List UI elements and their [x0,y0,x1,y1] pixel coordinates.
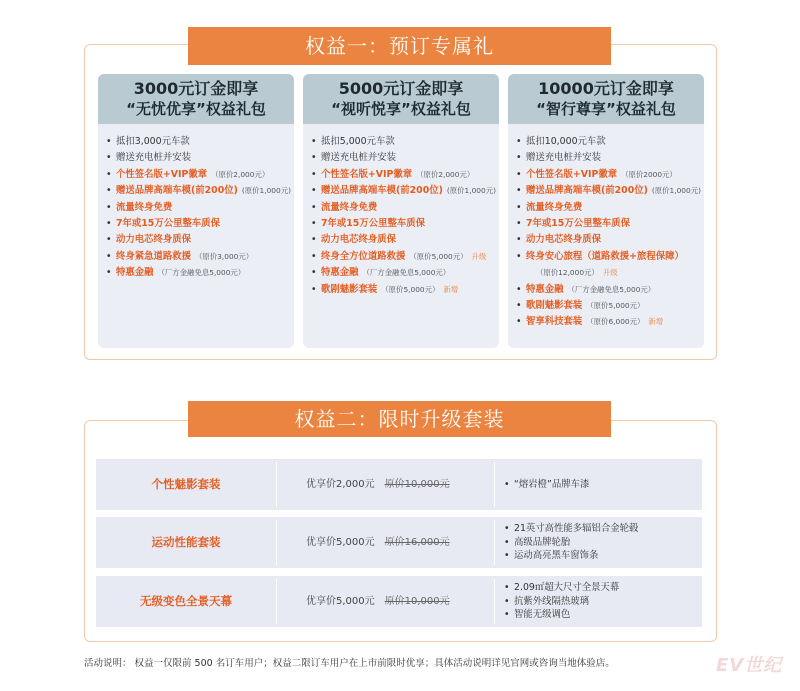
benefit-text: 赠送品牌高端车模(前200位) [526,185,648,197]
package-name: 无级变色全景天幕 [140,594,232,608]
card-subtitle: “视听悦享”权益礼包 [331,100,471,118]
benefit-tag: 新增 [443,284,459,294]
offer-price: 优享价2,000元 [306,479,375,490]
benefit-text: 个性签名版+VIP徽章 [321,168,413,180]
benefit-text: 个性签名版+VIP徽章 [116,168,208,180]
benefit-text: 抵扣3,000元车款 [116,136,190,147]
benefit-text: 个性签名版+VIP徽章 [526,168,618,180]
benefit-item [311,265,495,281]
upgrade-row [96,459,702,510]
benefit-item [311,167,495,183]
benefit-text: 赠送品牌高端车模(前200位) [321,185,443,197]
benefit-text: 流量终身免费 [116,201,173,213]
feature-list [504,459,589,510]
benefit-item [106,249,290,265]
feature-list [504,576,619,627]
benefit-text: 赠送充电桩并安装 [526,152,602,164]
offer-price: 优享价5,000元 [306,596,375,607]
benefit-note: （原价3,000元） [195,251,254,261]
benefit-item [106,200,290,216]
benefit-item [516,200,700,216]
price-info [306,517,450,568]
package-card-3000 [98,74,294,348]
benefit-item [516,150,700,166]
card-title: 10000元订金即享 [538,79,674,98]
benefit-note: (原价1,000元) [241,186,291,196]
benefit-note: （原价2,000元） [416,169,475,179]
feature-item: • “熔岩橙”品牌车漆 [504,478,589,492]
feature-item: • 2.09㎡超大尺寸全景天幕 [504,581,619,595]
benefit-text: 赠送品牌高端车模(前200位) [116,185,238,197]
benefit-text: 抵扣10,000元车款 [526,136,606,147]
benefit-item [106,183,290,199]
benefit-item [106,167,290,183]
card-header [98,74,294,124]
benefit-list [106,134,290,282]
benefit-item [516,183,700,199]
benefit-note: （厂方金融免息5,000元） [157,268,246,278]
feature-item: • 21英寸高性能多辐铝合金轮毂 [504,522,638,536]
benefit-item [516,249,700,265]
package-name: 个性魅影套装 [151,477,221,491]
benefit-item [311,282,495,298]
benefit-item [516,298,700,314]
card-header [303,74,499,124]
benefit-list [311,134,495,298]
benefit-text: 赠送充电桩并安装 [321,152,397,164]
card-title: 5000元订金即享 [338,79,464,98]
package-name: 运动性能套装 [151,535,221,549]
offer-price: 优享价5,000元 [306,537,375,548]
benefit-text: 动力电芯终身质保 [321,234,397,246]
original-price: 原价16,000元 [384,537,450,548]
price-info [306,576,450,627]
benefit-item [516,282,700,298]
benefit-item [516,216,700,232]
benefit-note: (原价1,000元) [446,186,496,196]
benefit-text: 终身紧急道路救援 [116,250,192,262]
card-subtitle: “无忧优享”权益礼包 [126,100,266,118]
benefit-item [516,232,700,248]
package-card-10000 [508,74,704,348]
benefit-item [311,200,495,216]
benefit-note: （原价5,000元） [586,300,645,310]
benefit-tag: 新增 [648,317,664,327]
section2-title: 权益二：限时升级套装 [188,401,611,437]
column-divider [276,579,277,624]
benefit-text: 7年或15万公里整车质保 [526,217,630,229]
benefit-note: （厂方金融免息5,000元） [362,268,451,278]
benefit-note: （原价5,000元） [409,251,468,261]
card-title: 3000元订金即享 [133,79,259,98]
section1-title: 权益一：预订专属礼 [188,27,611,65]
benefit-text: 终身全方位道路救援 [321,250,406,262]
benefit-text: 抵扣5,000元车款 [321,136,395,147]
price-info [306,459,450,510]
original-price: 原价10,000元 [384,479,450,490]
benefit-text: 特惠金融 [321,267,359,279]
column-divider [494,462,495,507]
benefit-item [516,265,700,281]
benefit-item [311,134,495,150]
benefit-item [516,167,700,183]
benefit-item [311,249,495,265]
benefit-item [311,183,495,199]
footnote: 活动说明： 权益一仅限前 500 名订车用户；权益二限订车用户在上市前限时优享；具体活动说明详见官网或咨询当地体验店。 [84,658,615,669]
benefit-text: 动力电芯终身质保 [116,234,192,246]
column-divider [276,520,277,565]
benefit-item [516,134,700,150]
feature-item: • 运动高亮黑车窗饰条 [504,549,638,563]
feature-item: • 高级品牌轮胎 [504,536,638,550]
benefit-item [106,265,290,281]
benefit-note: （厂方金融免息5,000元） [567,284,656,294]
feature-list [504,517,638,568]
benefit-item [311,150,495,166]
watermark-logo: EV世纪 [716,655,783,676]
benefit-tag: 升级 [602,268,618,278]
benefit-item [106,134,290,150]
benefit-item [516,314,700,330]
card-header [508,74,704,124]
benefit-note: （原价6,000元） [586,317,645,327]
benefit-tag: 升级 [471,251,487,261]
benefit-note: （原价2,000元） [211,169,270,179]
benefit-text: 特惠金融 [526,283,564,295]
benefit-text: 歌剧魅影套装 [526,299,583,311]
benefit-text: 7年或15万公里整车质保 [116,217,220,229]
benefit-text: 特惠金融 [116,267,154,279]
benefit-text: 流量终身免费 [526,201,583,213]
feature-item: • 智能无级调色 [504,608,619,622]
column-divider [494,579,495,624]
benefit-list [516,134,700,331]
benefit-text: 赠送充电桩并安装 [116,152,192,164]
column-divider [276,462,277,507]
benefit-text: 流量终身免费 [321,201,378,213]
benefit-note: (原价1,000元) [651,186,701,196]
benefit-text: 歌剧魅影套装 [321,283,378,295]
benefit-text: 智享科技套装 [526,316,583,328]
card-subtitle: “智行尊享”权益礼包 [536,100,676,118]
upgrade-row [96,576,702,627]
original-price: 原价10,000元 [384,596,450,607]
benefit-item [106,232,290,248]
benefit-text: 7年或15万公里整车质保 [321,217,425,229]
feature-item: • 抗紫外线隔热玻璃 [504,595,619,609]
benefit-item [106,216,290,232]
upgrade-row [96,517,702,568]
column-divider [494,520,495,565]
benefit-note: （原价5,000元） [381,284,440,294]
benefit-text: 动力电芯终身质保 [526,234,602,246]
benefit-item [311,232,495,248]
package-card-5000 [303,74,499,348]
benefit-item [106,150,290,166]
benefit-note: （原价12,000元） [536,268,599,278]
benefit-text: 终身安心旅程（道路救援+旅程保障） [526,250,684,262]
benefit-item [311,216,495,232]
benefit-note: （原价2000元） [621,169,677,179]
